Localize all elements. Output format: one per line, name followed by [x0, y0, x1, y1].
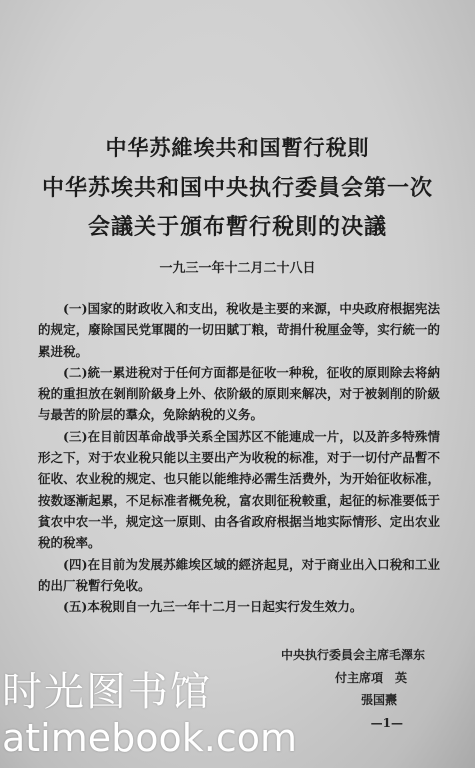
paragraph-5: (五)本稅則自一九三一年十二月一日起实行发生效力。 [63, 599, 363, 615]
title-line-2: 中华苏埃共和国中央执行委員会第一次 [41, 175, 433, 201]
document-body [38, 298, 440, 617]
watermark-chinese: 时光图书馆 [2, 669, 212, 715]
watermark-url: atimebook.com [2, 716, 298, 760]
signature-chairman: 中央执行委員会主席毛澤东 [280, 648, 425, 662]
paragraph-4: (四)在目前为发展苏維埃区域的經济起見，对于商业出入口稅和工业的出厂稅暫行免收。 [38, 556, 440, 593]
paragraph-1: (一)国家的財政收入和支出，稅收是主要的来源，中央政府根据宪法的规定，廢除国民党軍閥的一切田賦丁粮，苛捐什稅厘金等，实行統一的累进稅。 [38, 301, 440, 359]
title-line-3: 会議关于頒布暫行稅則的决議 [87, 214, 387, 240]
document-date: 一九三一年十二月二十八日 [159, 261, 316, 276]
paragraph-2: (二)統一累进稅对于任何方面都是征收一种稅，征收的原則除去将納稅的重担放在剝削阶級身上外、依阶級的原則来解决，对于被剝削的阶級与最苦的阶层的羣众，免除納稅的义务。 [38, 364, 440, 423]
title-line-1: 中华苏維埃共和国暫行稅則 [105, 135, 370, 160]
signature-vice-chairman-1: 付主席項 英 [334, 671, 407, 685]
paragraph-3: (三)在目前因革命战爭关系全国苏区不能連成一片，以及許多特殊情形之下，对于农业稅只能以主要出产为收稅的标准，对于一切付产品暫不征收、农业稅的规定、也只能以能维持必需生活费外，为开始征收标准，按数逐漸起累，不足标准者概免稅，富农則征稅較重，起征的标准要低于貧农中农一半，规定这一原則、由各省政府根据当地实际情形、定出农业稅的稅率。 [38, 428, 440, 551]
signature-vice-chairman-2: 張国燾 [360, 693, 397, 707]
page-number: —1— [370, 716, 403, 730]
